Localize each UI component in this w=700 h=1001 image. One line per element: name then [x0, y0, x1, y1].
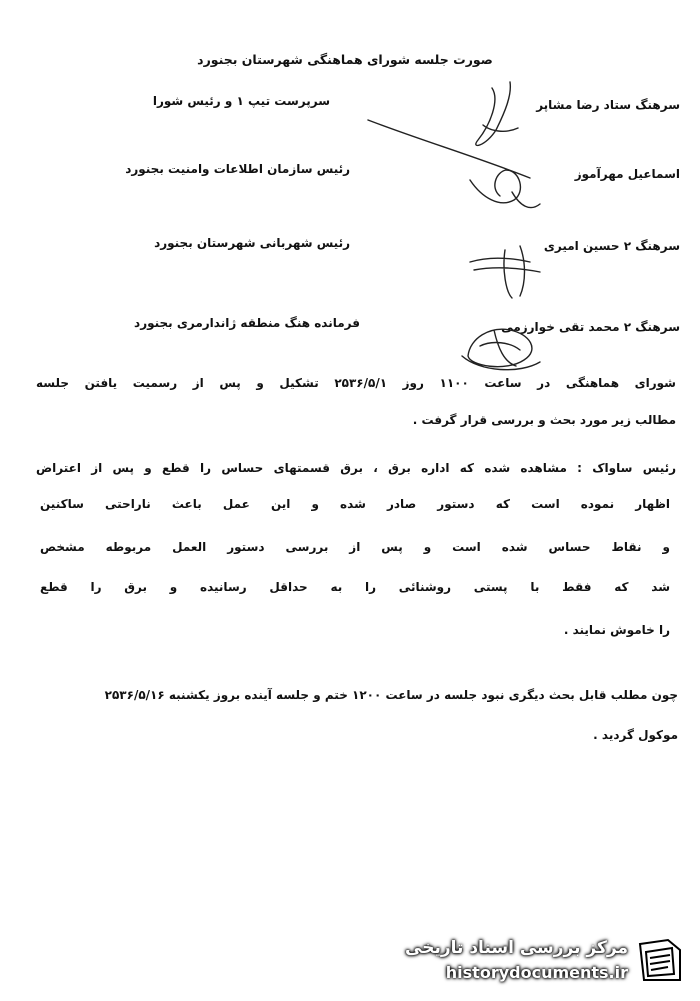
closing-line-2: موکول گردید . — [593, 728, 678, 742]
signatory-name-1: سرهنگ ستاد رضا مشاپر — [536, 98, 680, 112]
signatory-name-3: سرهنگ ۲ حسین امیری — [543, 239, 680, 253]
body-line-3: رئیس ساواک : مشاهده شده که اداره برق ، برق قسمتهای حساس را قطع و پس از اعتراض — [36, 461, 676, 475]
signatory-position-4: فرمانده هنگ منطقه ژاندارمری بجنورد — [134, 316, 360, 330]
document-title: صورت جلسه شورای هماهنگی شهرستان بجنورد — [197, 52, 493, 67]
body-line-4: اظهار نموده است که دستور صادر شده و این عمل باعث ناراحتی ساکنین — [40, 497, 670, 511]
body-line-5: و نقاط حساس شده است و پس از بررسی دستور العمل مربوطه مشخص — [40, 540, 670, 554]
signatory-name-4: سرهنگ ۲ محمد تقی خوارزمی — [501, 320, 680, 334]
body-line-1: شورای هماهنگی در ساعت ۱۱۰۰ روز ۲۵۳۶/۵/۱ تشکیل و پس از رسمیت یافتن جلسه — [36, 376, 676, 390]
watermark — [405, 930, 690, 990]
signatory-name-2: اسماعیل مهرآموز — [574, 167, 680, 181]
watermark-url: historydocuments.ir — [445, 963, 628, 982]
signature-1 — [476, 82, 518, 145]
signatory-position-2: رئیس سازمان اطلاعات وامنیت بجنورد — [125, 162, 350, 176]
body-line-6: شد که فقط با پستی روشنائی را به حداقل رسانیده و برق را قطع — [40, 580, 670, 594]
signatory-position-1: سرپرست تیپ ۱ و رئیس شورا — [152, 94, 330, 108]
watermark-label: مرکز بررسی اسناد تاریخی — [405, 938, 628, 958]
closing-line-1: چون مطلب قابل بحث دیگری نبود جلسه در ساعت ۱۲۰۰ ختم و جلسه آینده بروز یکشنبه ۲۵۳۶/۵/۱۶ — [104, 688, 678, 702]
signatory-position-3: رئیس شهربانی شهرستان بجنورد — [154, 236, 350, 250]
document-archive-logo-icon — [634, 936, 686, 984]
signature-4 — [462, 329, 540, 369]
signature-3 — [470, 246, 540, 298]
body-line-2: مطالب زیر مورد بحث و بررسی قرار گرفت . — [412, 413, 676, 427]
signature-2 — [368, 120, 540, 208]
body-line-7: را خاموش نمایند . — [563, 623, 670, 637]
